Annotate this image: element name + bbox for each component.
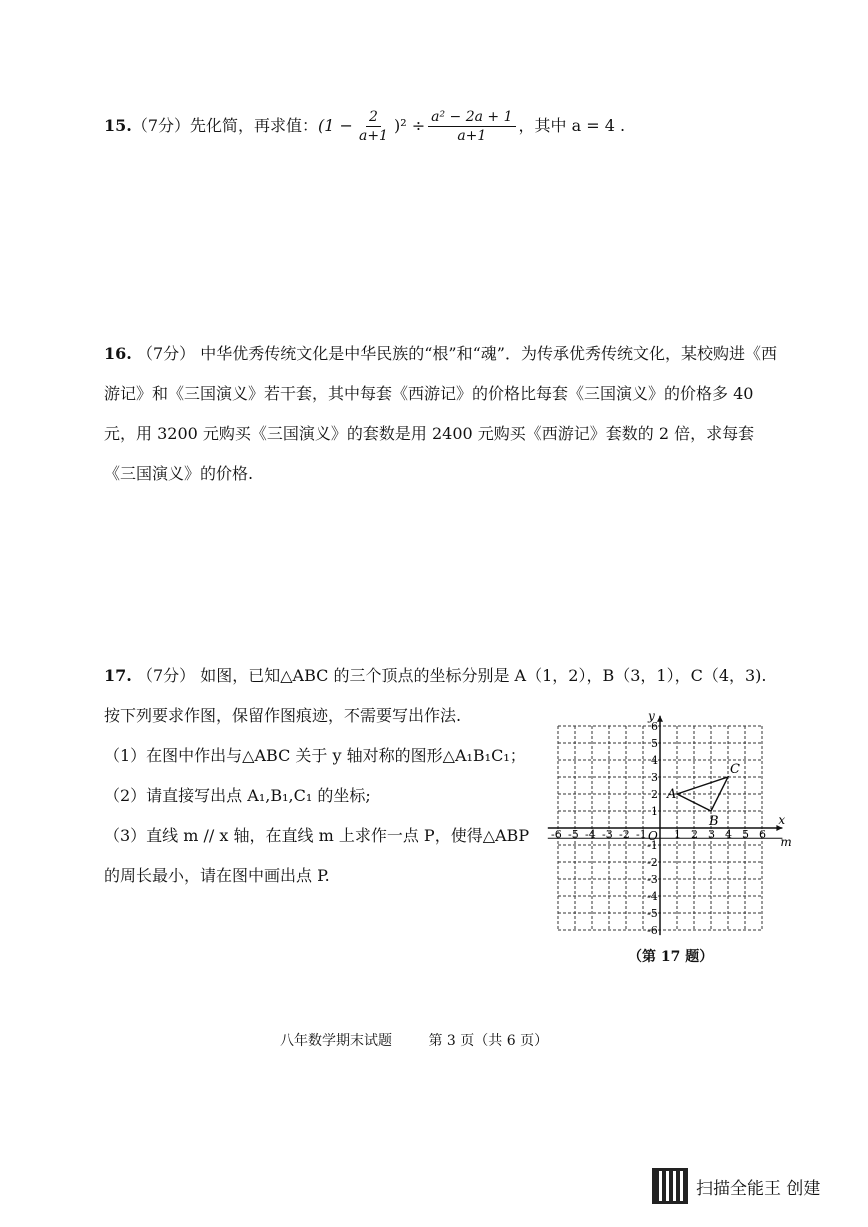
vertex-label-c: C <box>730 762 740 777</box>
scanner-watermark <box>652 1168 820 1204</box>
fraction-1-denominator: a+1 <box>358 127 388 144</box>
watermark-text: 扫描全能王 创建 <box>696 1178 821 1199</box>
x-tick-label: -5 <box>568 828 579 841</box>
question-17-instruction: 按下列要求作图，保留作图痕迹，不需要写出作法. <box>104 706 462 725</box>
fraction-2 <box>428 108 515 145</box>
fraction-2-numerator: a² − 2a + 1 <box>428 108 515 127</box>
y-tick-label: -3 <box>647 873 658 886</box>
question-intro: 如图，已知△ABC 的三个顶点的坐标分别是 A（1，2），B（3，1），C（4，3). <box>200 666 767 685</box>
x-tick-label: 5 <box>742 828 749 841</box>
x-axis-label: x <box>778 813 786 827</box>
question-15 <box>104 106 625 146</box>
expression-open: (1 − <box>318 116 353 135</box>
origin-label: O <box>648 829 658 843</box>
y-tick-label: 3 <box>651 771 658 784</box>
vertex-label-a: A <box>667 787 677 802</box>
page-footer <box>280 1030 580 1050</box>
y-tick-label: -1 <box>647 839 658 852</box>
line-m-label: m <box>780 835 792 850</box>
question-points: （7分） <box>136 344 196 363</box>
y-tick-label: 4 <box>651 754 658 767</box>
question-text: 中华优秀传统文化是中华民族的“根”和“魂”．为传承优秀传统文化，某校购进《西游记》和《三国演义》若干套，其中每套《西游记》的价格比每套《三国演义》的价格多 40 元，用 3200 元购买《三国演义》的套数是用 2400 元购买《西游记》套数的 2 倍，求每套《三国演义》的价格. <box>104 344 777 483</box>
question-prompt: 先化简，再求值： <box>190 116 319 135</box>
fraction-2-denominator: a+1 <box>457 127 487 144</box>
question-points: （7分） <box>136 666 196 685</box>
y-tick-label: 6 <box>651 720 658 733</box>
question-17-part-3: （3）直线 m // x 轴，在直线 m 上求作一点 P，使得△ABP 的周长最小，请在图中画出点 P. <box>104 826 530 885</box>
question-number: 16. <box>104 344 132 363</box>
x-tick-label: -3 <box>602 828 613 841</box>
figure-caption: （第 17 题） <box>628 949 714 965</box>
question-17-part-1: （1）在图中作出与△ABC 关于 y 轴对称的图形△A₁B₁C₁； <box>104 746 526 765</box>
x-tick-label: 1 <box>674 828 681 841</box>
expression-tail: ，其中 a = 4 . <box>518 116 626 135</box>
y-tick-label: -6 <box>647 924 658 937</box>
question-17-part-2: （2）请直接写出点 A₁,B₁,C₁ 的坐标; <box>104 786 371 805</box>
question-points: （7分） <box>131 116 191 135</box>
x-tick-label: 6 <box>759 828 766 841</box>
footer-page-number: 第 3 页（共 6 页） <box>428 1033 549 1049</box>
coordinate-grid-figure <box>547 700 797 940</box>
question-number: 17. <box>104 666 132 685</box>
question-16 <box>104 334 784 494</box>
y-tick-label: -5 <box>647 907 658 920</box>
x-tick-label: 3 <box>708 828 715 841</box>
fraction-1-numerator: 2 <box>366 108 381 127</box>
question-number: 15. <box>104 116 132 135</box>
fraction-1 <box>356 108 391 145</box>
y-tick-label: 2 <box>651 788 658 801</box>
x-tick-label: -2 <box>619 828 630 841</box>
x-tick-label: -6 <box>551 828 562 841</box>
x-tick-label: -4 <box>585 828 596 841</box>
expression-close: )² ÷ <box>393 116 426 135</box>
y-tick-label: 5 <box>651 737 658 750</box>
y-tick-label: -4 <box>647 890 658 903</box>
vertex-label-b: B <box>709 814 719 829</box>
question-17-line-1 <box>104 656 804 696</box>
footer-title: 八年数学期末试题 <box>280 1033 392 1049</box>
question-17 <box>104 656 767 896</box>
x-tick-label: -1 <box>636 828 647 841</box>
x-tick-label: 4 <box>725 828 732 841</box>
y-axis-label: y <box>648 708 655 723</box>
x-tick-label: 2 <box>691 828 698 841</box>
qr-code-icon <box>652 1168 688 1204</box>
y-tick-label: -2 <box>647 856 658 869</box>
y-tick-label: 1 <box>651 805 658 818</box>
